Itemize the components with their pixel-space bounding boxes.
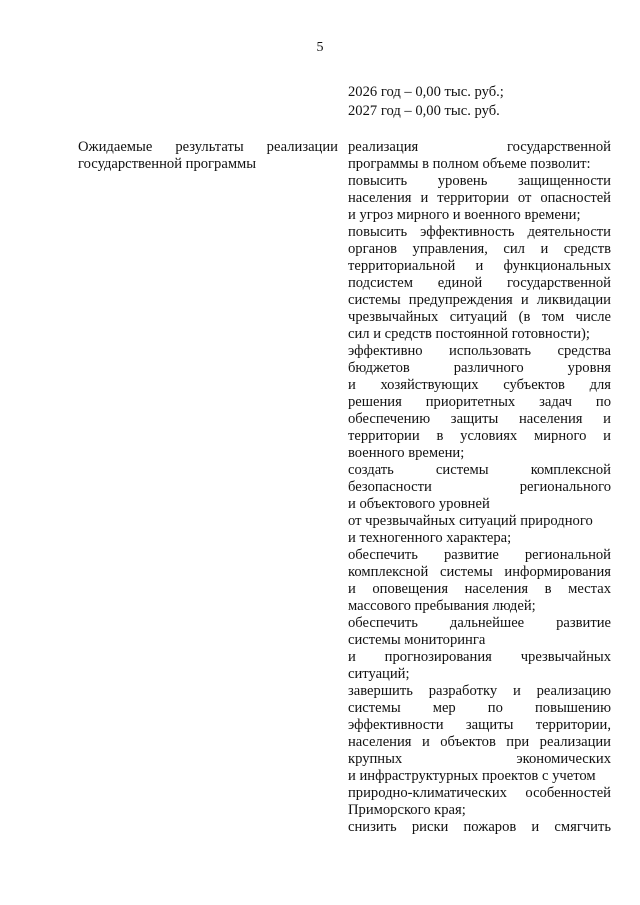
results-line: безопасности регионального — [348, 479, 611, 495]
results-line: бюджетов различного уровня — [348, 360, 611, 376]
results-line: реализация государственной — [348, 139, 611, 155]
results-line: чрезвычайных ситуаций (в том числе — [348, 309, 611, 325]
results-line: и оповещения населения в местах — [348, 581, 611, 597]
results-line: завершить разработку и реализацию — [348, 683, 611, 699]
results-line: и техногенного характера; — [348, 530, 512, 546]
budget-line: 2026 год – 0,00 тыс. руб.; — [348, 84, 504, 100]
results-line: населения и объектов при реализации — [348, 734, 611, 750]
results-line: снизить риски пожаров и смягчить — [348, 819, 611, 835]
results-line: системы предупреждения и ликвидации — [348, 292, 611, 308]
results-line: крупных экономических — [348, 751, 611, 767]
results-line: системы мер по повышению — [348, 700, 611, 716]
results-line: повысить уровень защищенности — [348, 173, 611, 189]
results-line: массового пребывания людей; — [348, 598, 536, 614]
results-line: обеспечить развитие региональной — [348, 547, 611, 563]
results-line: обеспечить дальнейшее развитие — [348, 615, 611, 631]
results-line: и угроз мирного и военного времени; — [348, 207, 581, 223]
results-line: создать системы комплексной — [348, 462, 611, 478]
results-line: сил и средств постоянной готовности); — [348, 326, 590, 342]
results-line: обеспечению защиты населения и — [348, 411, 611, 427]
results-line: повысить эффективность деятельности — [348, 224, 611, 240]
results-line: ситуаций; — [348, 666, 410, 682]
results-line: от чрезвычайных ситуаций природного — [348, 513, 593, 529]
results-line: и объектового уровней — [348, 496, 490, 512]
results-line: территории в условиях мирного и — [348, 428, 611, 444]
results-line: программы в полном объеме позволит: — [348, 156, 591, 172]
results-line: системы мониторинга — [348, 632, 486, 648]
results-line: Приморского края; — [348, 802, 466, 818]
results-line: и прогнозирования чрезвычайных — [348, 649, 611, 665]
results-line: территориальной и функциональных — [348, 258, 611, 274]
results-line: подсистем единой государственной — [348, 275, 611, 291]
results-line: природно-климатических особенностей — [348, 785, 611, 801]
page-number: 5 — [316, 40, 324, 55]
results-line: эффективно использовать средства — [348, 343, 611, 359]
results-line: органов управления, сил и средств — [348, 241, 611, 257]
results-line: военного времени; — [348, 445, 465, 461]
left-label-line: государственной программы — [78, 156, 257, 172]
budget-line: 2027 год – 0,00 тыс. руб. — [348, 103, 500, 119]
results-line: и хозяйствующих субъектов для — [348, 377, 611, 393]
results-line: эффективности защиты территории, — [348, 717, 611, 733]
results-line: населения и территории от опасностей — [348, 190, 611, 206]
results-line: комплексной системы информирования — [348, 564, 611, 580]
results-line: решения приоритетных задач по — [348, 394, 611, 410]
results-line: и инфраструктурных проектов с учетом — [348, 768, 596, 784]
left-label-line: Ожидаемые результаты реализации — [78, 139, 338, 155]
